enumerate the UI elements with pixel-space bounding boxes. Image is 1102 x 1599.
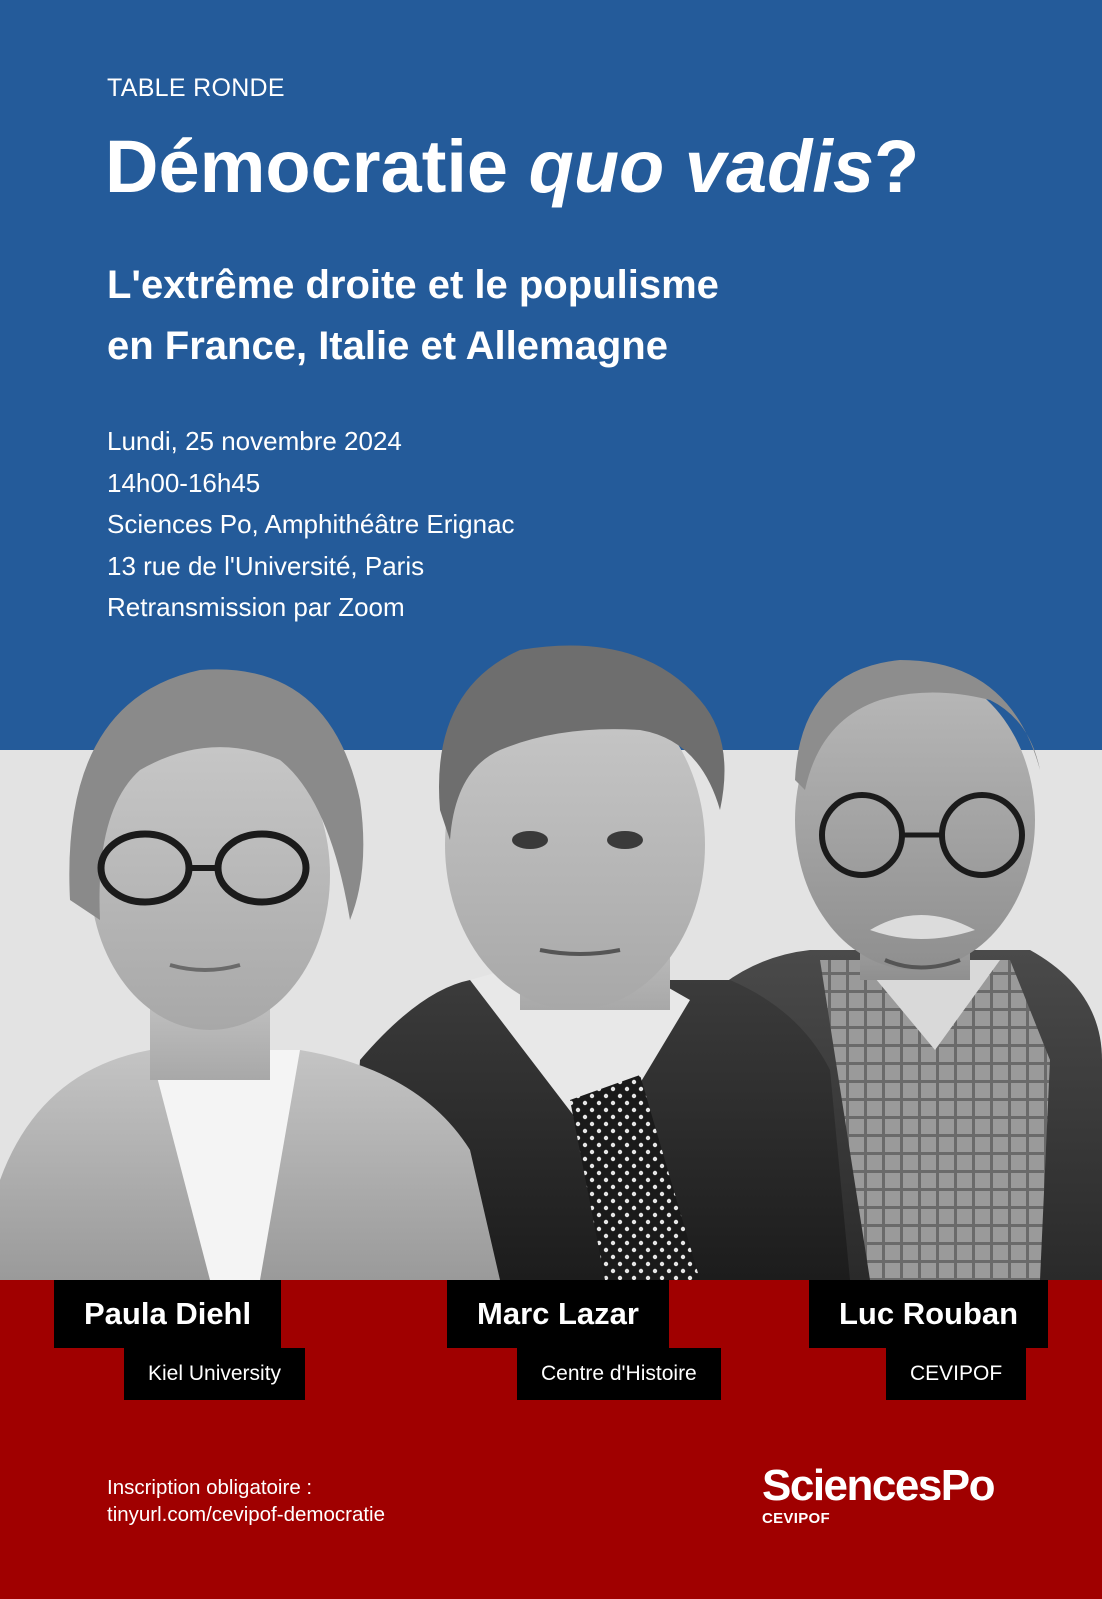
portrait-paula-diehl bbox=[0, 669, 500, 1280]
portraits-illustration bbox=[0, 630, 1102, 1280]
event-venue: Sciences Po, Amphithéâtre Erignac bbox=[107, 509, 515, 539]
speaker-affiliation-luc-rouban: CEVIPOF bbox=[886, 1348, 1026, 1400]
logo-unit: CEVIPOF bbox=[762, 1510, 830, 1527]
speaker-name-paula-diehl: Paula Diehl bbox=[54, 1280, 281, 1348]
logo-brand: SciencesPo bbox=[762, 1461, 995, 1510]
registration-link[interactable]: tinyurl.com/cevipof-democratie bbox=[107, 1503, 385, 1526]
speaker-affiliation-paula-diehl: Kiel University bbox=[124, 1348, 305, 1400]
event-date: Lundi, 25 novembre 2024 bbox=[107, 426, 402, 456]
registration-info bbox=[107, 1474, 385, 1528]
title-italic: quo vadis bbox=[528, 125, 875, 208]
event-type-label: TABLE RONDE bbox=[107, 74, 285, 102]
event-address: 13 rue de l'Université, Paris bbox=[107, 550, 425, 581]
sciences-po-cevipof-logo bbox=[762, 1461, 995, 1527]
title-question-mark: ? bbox=[874, 125, 920, 208]
title-main: Démocratie bbox=[105, 125, 509, 208]
event-subtitle bbox=[107, 255, 719, 377]
subtitle-line-2: en France, Italie et Allemagne bbox=[107, 324, 668, 368]
subtitle-line-1: L'extrême droite et le populisme bbox=[107, 263, 719, 307]
event-details bbox=[107, 421, 515, 629]
event-title bbox=[105, 125, 920, 208]
speaker-affiliation-marc-lazar: Centre d'Histoire bbox=[517, 1348, 721, 1400]
registration-label: Inscription obligatoire : bbox=[107, 1476, 313, 1499]
event-time: 14h00-16h45 bbox=[107, 467, 261, 498]
speaker-name-marc-lazar: Marc Lazar bbox=[447, 1280, 669, 1348]
event-broadcast: Retransmission par Zoom bbox=[107, 592, 405, 622]
speaker-name-luc-rouban: Luc Rouban bbox=[809, 1280, 1048, 1348]
speaker-portraits bbox=[0, 630, 1102, 1280]
